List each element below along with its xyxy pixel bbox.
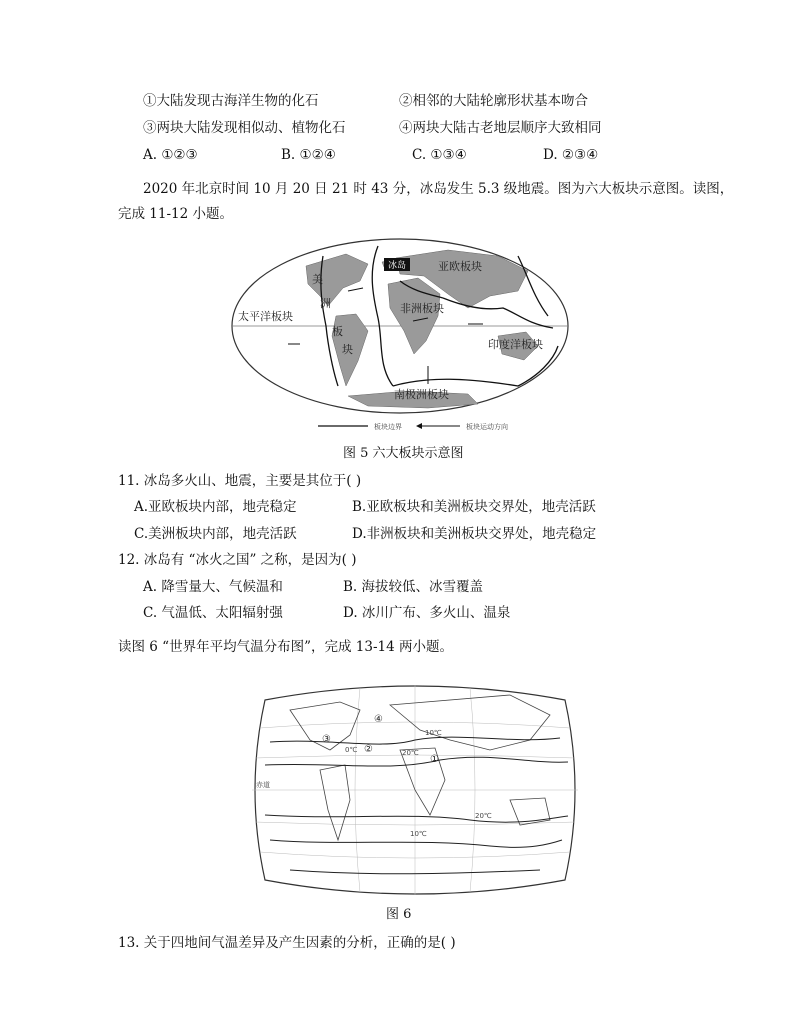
q12-option-d: D. 冰川广布、多火山、温泉 bbox=[343, 605, 511, 621]
q10-option-a: A. ①②③ bbox=[143, 147, 198, 163]
q11-option-c: C.美洲板块内部，地壳活跃 bbox=[134, 526, 297, 542]
label-iceland: 冰岛 bbox=[388, 261, 407, 271]
isotherm-label-10c: 10℃ bbox=[425, 729, 442, 737]
label-antarctic-plate: 南极洲板块 bbox=[394, 388, 449, 401]
q10-statement-3: ③两块大陆发现相似动、植物化石 bbox=[143, 120, 346, 136]
label-africa-plate: 非洲板块 bbox=[400, 302, 444, 315]
label-america-4: 块 bbox=[342, 343, 353, 356]
legend-direction-label: 板块运动方向 bbox=[466, 423, 508, 431]
figure-5-caption: 图 5 六大板块示意图 bbox=[343, 446, 464, 461]
legend-boundary-label: 板块边界 bbox=[374, 423, 402, 431]
isotherm-label-10c-south: 10℃ bbox=[410, 830, 427, 838]
label-eurasia-plate: 亚欧板块 bbox=[438, 260, 482, 273]
isotherm-label-20c-south: 20℃ bbox=[475, 812, 492, 820]
label-indian-plate: 印度洋板块 bbox=[488, 338, 543, 351]
q11-option-d: D.非洲板块和美洲板块交界处，地壳稳定 bbox=[352, 526, 597, 542]
q12-stem: 12. 冰岛有 “冰火之国” 之称，是因为( ) bbox=[118, 552, 357, 568]
q10-statement-2: ②相邻的大陆轮廓形状基本吻合 bbox=[399, 93, 588, 109]
q10-option-c: C. ①③④ bbox=[412, 147, 467, 163]
isotherm-label-20c: 20℃ bbox=[402, 749, 419, 757]
q11-option-a: A.亚欧板块内部，地壳稳定 bbox=[134, 499, 297, 515]
q12-option-b: B. 海拔较低、冰雪覆盖 bbox=[343, 579, 484, 595]
q12-option-c: C. 气温低、太阳辐射强 bbox=[143, 605, 283, 621]
isotherm-label-0c: 0℃ bbox=[345, 746, 358, 754]
point-1: ① bbox=[430, 754, 439, 765]
intro-paragraph-line-2: 完成 11-12 小题。 bbox=[118, 206, 234, 222]
q13-stem: 13. 关于四地间气温差异及产生因素的分析，正确的是( ) bbox=[118, 935, 456, 951]
figure-6-caption: 图 6 bbox=[386, 907, 412, 922]
q10-option-d: D. ②③④ bbox=[543, 147, 599, 163]
q12-option-a: A. 降雪量大、气候温和 bbox=[143, 579, 283, 595]
q11-option-b: B.亚欧板块和美洲板块交界处，地壳活跃 bbox=[352, 499, 596, 515]
plates-map-figure bbox=[228, 236, 572, 434]
label-pacific-plate: 太平洋板块 bbox=[238, 310, 293, 323]
q11-stem: 11. 冰岛多火山、地震，主要是其位于( ) bbox=[118, 473, 362, 489]
intro-paragraph-line-1: 2020 年北京时间 10 月 20 日 21 时 43 分，冰岛发生 5.3 级地震。图为六大板块示意图。读图， bbox=[143, 181, 734, 197]
temperature-map-figure bbox=[250, 680, 580, 900]
q10-statement-4: ④两块大陆古老地层顺序大致相同 bbox=[399, 120, 602, 136]
point-3: ③ bbox=[322, 734, 331, 745]
point-2: ② bbox=[364, 744, 373, 755]
label-america-3: 板 bbox=[332, 325, 343, 338]
label-america-2: 洲 bbox=[320, 297, 331, 310]
q10-statement-1: ①大陆发现古海洋生物的化石 bbox=[143, 93, 319, 109]
label-america-1: 美 bbox=[312, 273, 323, 286]
point-4: ④ bbox=[374, 714, 383, 725]
equator-label: 赤道 bbox=[256, 781, 270, 789]
intro-paragraph-2: 读图 6 “世界年平均气温分布图”，完成 13-14 两小题。 bbox=[118, 639, 453, 655]
legend-arrow-head bbox=[416, 423, 422, 429]
q10-option-b: B. ①②④ bbox=[281, 147, 336, 163]
